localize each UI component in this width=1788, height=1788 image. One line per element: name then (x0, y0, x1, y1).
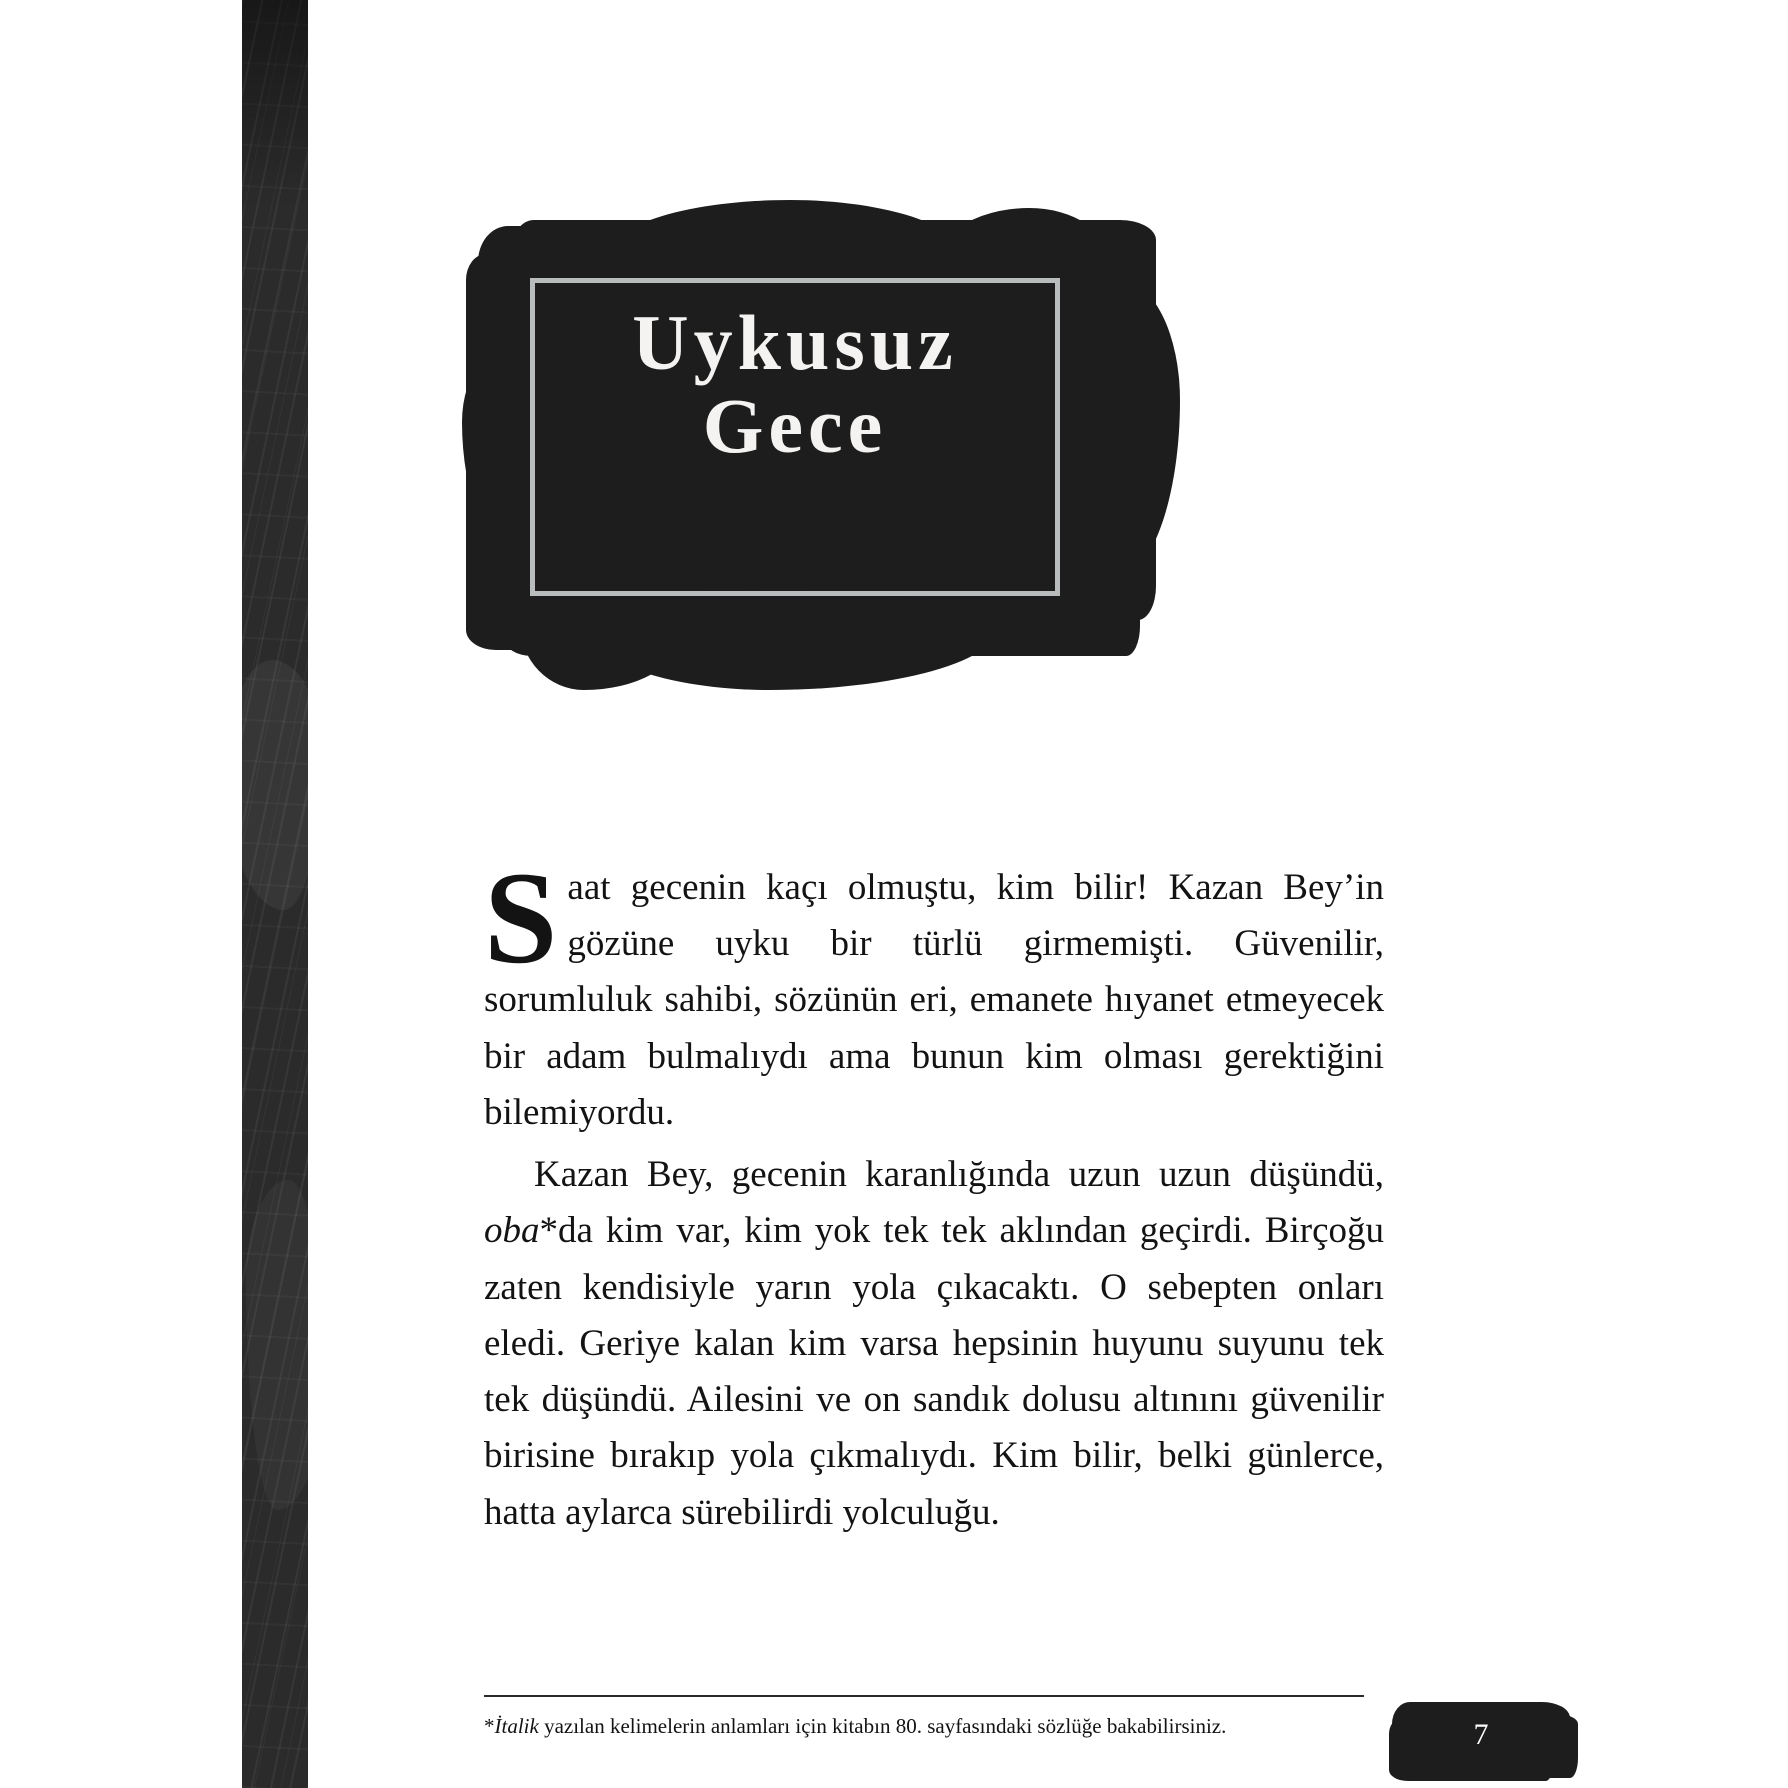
footnote-marker: * (484, 1714, 495, 1738)
body-text (484, 844, 1384, 1547)
chapter-title-line-2 (530, 381, 1060, 469)
footnote-italic-term: İtalik (494, 1714, 539, 1738)
chapter-title-line-1 (530, 299, 1060, 386)
paragraph-2-text-after: *da kim var, kim yok tek tek aklından geçirdi. Birçoğu zaten kendisiyle yarın yola çıkacaktı. O sebepten onları eledi. Geriye kalan kim varsa hepsinin huyunu suyunu tek tek düşündü. Ailesini ve on sandık dolusu altınını güvenilir birisine bırakıp yola çıkmalıydı. Kim bilir, belki günlerce, hatta aylarca sürebilirdi yolculuğu. (484, 1210, 1384, 1533)
paragraph-2-text-before: Kazan Bey, gecenin karanlığında uzun uzun düşündü, (534, 1154, 1384, 1196)
decorative-left-strip (242, 0, 308, 1788)
chapter-title-plate (460, 190, 1160, 680)
strip-illustration-blob-upper (242, 660, 308, 910)
page-number: 7 (1473, 1718, 1489, 1751)
paragraph-1-text: aat gecenin kaçı olmuştu, kim bilir! Kazan Bey’in gözüne uyku bir türlü girmemişti. Güvenilir, sorumluluk sahibi, sözünün eri, emanete hıyanet etmeyecek bir adam bulmalıydı ama bunun kim olması gerektiğini bilemiyordu. (484, 867, 1384, 1133)
footnote-text: yazılan kelimelerin anlamları için kitabın 80. sayfasındaki sözlüğe bakabilirsiniz. (538, 1714, 1227, 1738)
paragraph-2-italic-term: oba (484, 1210, 540, 1252)
footnote (484, 1712, 1384, 1740)
chapter-title (530, 299, 1060, 469)
drop-cap: S (484, 844, 558, 991)
footnote-divider (484, 1695, 1364, 1697)
chapter-title-line-1-text: Uykusuz (632, 299, 958, 386)
chapter-title-line-2-text: Gece (702, 381, 888, 469)
paragraph-2 (484, 1147, 1384, 1541)
paragraph-1 (484, 844, 1384, 1141)
strip-top-shade (242, 0, 308, 210)
